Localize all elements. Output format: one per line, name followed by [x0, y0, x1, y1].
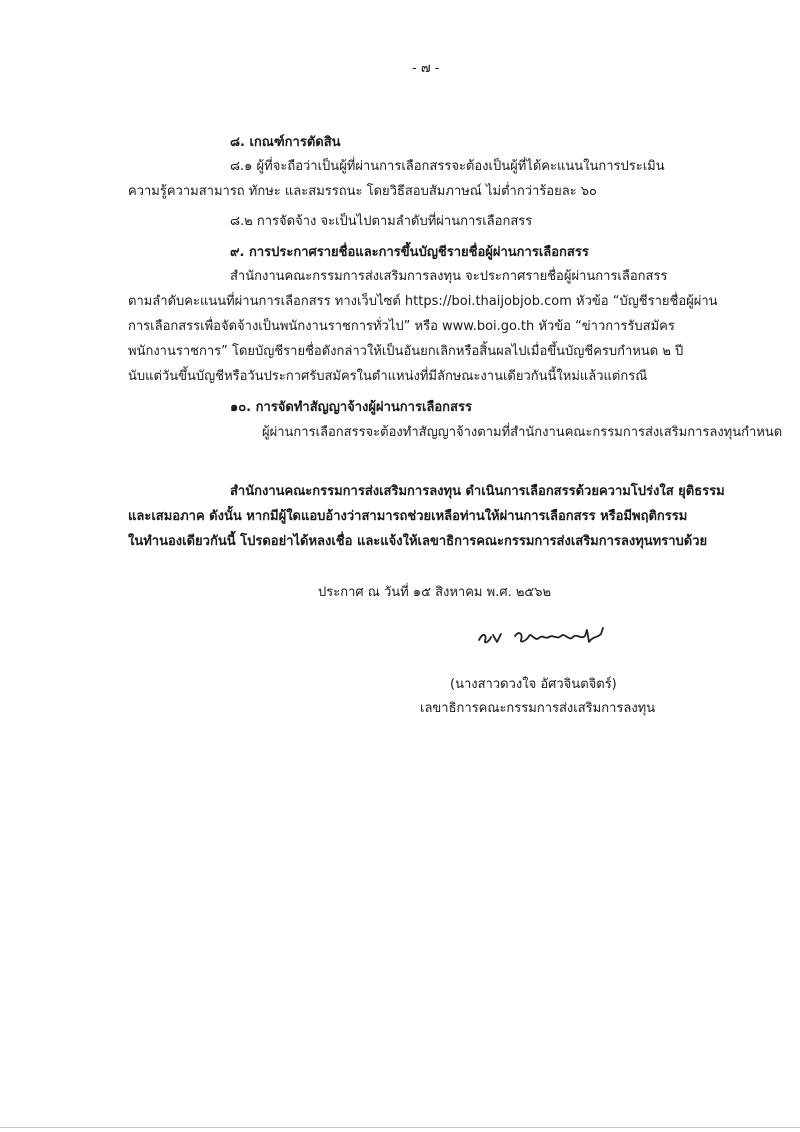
- section-9-line: ตามลำดับคะแนนที่ผ่านการเลือกสรร ทางเว็บไซต์ https://boi.thaijobjob.com หัวข้อ “บัญชีรายชื่อผู้ผ่าน: [128, 294, 718, 309]
- section-8-heading: ๘. เกณฑ์การตัดสิน: [230, 135, 341, 150]
- section-10-line: ผู้ผ่านการเลือกสรรจะต้องทำสัญญาจ้างตามที่สำนักงานคณะกรรมการส่งเสริมการลงทุนกำหนด: [262, 425, 783, 440]
- section-9-line: นับแต่วันขึ้นบัญชีหรือวันประกาศรับสมัครในตำแหน่งที่มีลักษณะงานเดียวกันนี้ใหม่แล้วแต่กรณี: [128, 369, 648, 384]
- notice-line: สำนักงานคณะกรรมการส่งเสริมการลงทุน ดำเนินการเลือกสรรด้วยความโปร่งใส ยุติธรรม: [230, 484, 725, 499]
- section-9-heading: ๙. การประกาศรายชื่อและการขึ้นบัญชีรายชื่อผู้ผ่านการเลือกสรร: [230, 245, 589, 260]
- signer-title: เลขาธิการคณะกรรมการส่งเสริมการลงทุน: [420, 701, 656, 716]
- section-8-item-1-line-1: ๘.๑ ผู้ที่จะถือว่าเป็นผู้ที่ผ่านการเลือกสรรจะต้องเป็นผู้ที่ได้คะแนนในการประเมิน: [230, 159, 665, 174]
- section-9-line: สำนักงานคณะกรรมการส่งเสริมการลงทุน จะประกาศรายชื่อผู้ผ่านการเลือกสรร: [230, 269, 668, 284]
- page-number: - ๗ -: [412, 61, 440, 76]
- notice-line: และเสมอภาค ดังนั้น หากมีผู้ใดแอบอ้างว่าสามารถช่วยเหลือท่านให้ผ่านการเลือกสรร หรือมีพฤติกรรม: [128, 509, 688, 524]
- section-9-line: พนักงานราชการ” โดยบัญชีรายชื่อดังกล่าวให้เป็นอันยกเลิกหรือสิ้นผลไปเมื่อขึ้นบัญชีครบกำหนด ๒ ปี: [128, 344, 684, 359]
- signer-name: (นางสาวดวงใจ อัศวจินตจิตร์): [450, 677, 617, 692]
- section-10-heading: ๑๐. การจัดทำสัญญาจ้างผู้ผ่านการเลือกสรร: [230, 400, 472, 415]
- notice-line: ในทำนองเดียวกันนี้ โปรดอย่าได้หลงเชื่อ และแจ้งให้เลขาธิการคณะกรรมการส่งเสริมการลงทุนทราบด้วย: [128, 534, 708, 549]
- section-9-line: การเลือกสรรเพื่อจัดจ้างเป็นพนักงานราชการทั่วไป” หรือ www.boi.go.th หัวข้อ “ข่าวการรับสมัคร: [128, 319, 675, 334]
- section-8-item-1-line-2: ความรู้ความสามารถ ทักษะ และสมรรถนะ โดยวิธีสอบสัมภาษณ์ ไม่ต่ำกว่าร้อยละ ๖๐: [128, 184, 597, 199]
- signature-image: [475, 622, 620, 652]
- page-bottom-border: [0, 1127, 800, 1128]
- announcement-date: ประกาศ ณ วันที่ ๑๕ สิงหาคม พ.ศ. ๒๕๖๒: [318, 585, 552, 600]
- section-8-item-2: ๘.๒ การจัดจ้าง จะเป็นไปตามลำดับที่ผ่านการเลือกสรร: [230, 214, 533, 229]
